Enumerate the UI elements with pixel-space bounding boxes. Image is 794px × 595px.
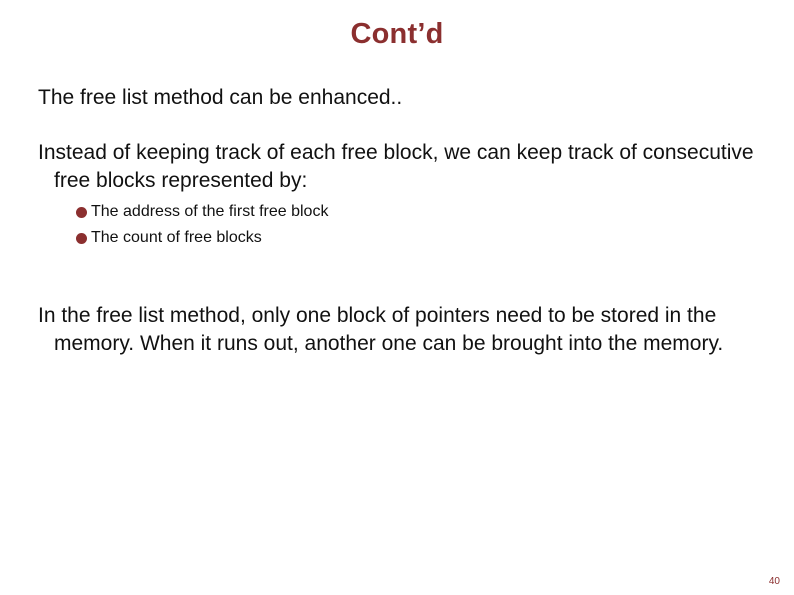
bullet-text: The count of free blocks: [91, 229, 262, 246]
bullet-icon: [76, 233, 87, 244]
bullet-item: [76, 225, 328, 251]
slide-title: Cont’d: [350, 18, 444, 50]
paragraph-memory-note: In the free list method, only one block of pointers need to be stored in the memory. When it runs out, another one can be brought into the memory.: [38, 304, 724, 355]
paragraph-enhancement-intro: The free list method can be enhanced..: [38, 86, 403, 109]
bullet-item: [76, 199, 328, 225]
bullet-icon: [76, 207, 87, 218]
paragraph-consecutive-blocks: Instead of keeping track of each free block, we can keep track of consecutive free blocks represented by:: [38, 141, 754, 192]
bullet-text: The address of the first free block: [91, 203, 329, 220]
bullet-list: [76, 199, 328, 251]
page-number: 40: [768, 576, 780, 587]
